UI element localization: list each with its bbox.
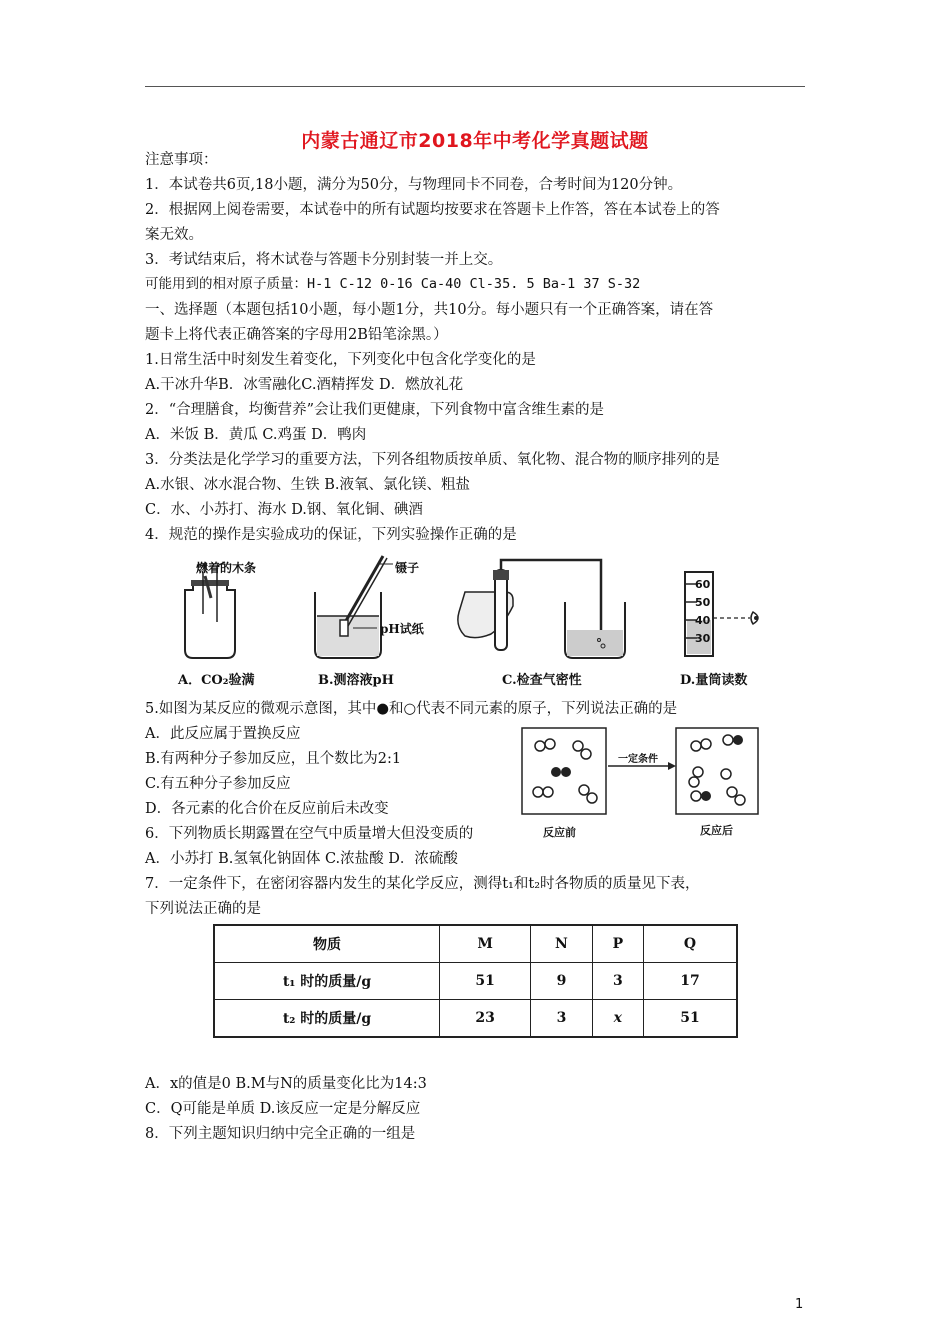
header-rule <box>145 86 805 87</box>
atomic-mass-line: 可能用到的相对原子质量：H-1 C-12 0-16 Ca-40 Cl-35. 5 Ba-1 37 S-32 <box>145 276 641 292</box>
q5-reaction-diagram <box>520 726 760 818</box>
q6-stem: 6．下列物质长期露置在空气中质量增大但没变质的 <box>145 826 474 842</box>
q5-stem: 5.如图为某反应的微观示意图，其中●和○代表不同元素的原子，下列说法正确的是 <box>145 701 678 717</box>
airtight-check-figure <box>458 560 625 658</box>
section1-heading-2: 题卡上将代表正确答案的字母用2B铅笔涂黑。） <box>145 327 448 343</box>
cylinder-reading-figure <box>685 572 758 656</box>
co2-bottle-figure <box>185 562 235 658</box>
table-cell: 3 <box>531 1000 592 1038</box>
page-title: 内蒙古通辽市2018年中考化学真题试题 <box>301 130 649 152</box>
page-number: 1 <box>795 1297 804 1312</box>
table-header-cell: M <box>440 925 531 963</box>
ph-beaker-figure <box>315 556 393 658</box>
label-ph-paper: pH试纸 <box>380 622 424 636</box>
table-cell: 17 <box>644 963 738 1000</box>
table-header-cell: 物质 <box>214 925 440 963</box>
caption-c: C.检查气密性 <box>502 673 582 688</box>
scale-50: 50 <box>695 596 711 609</box>
before-box <box>522 728 606 814</box>
table-cell: 3 <box>592 963 643 1000</box>
q5-option-d: D．各元素的化合价在反应前后未改变 <box>145 801 389 817</box>
label-burning-stick: 燃着的木条 <box>196 561 257 575</box>
q8-stem: 8．下列主题知识归纳中完全正确的一组是 <box>145 1126 416 1142</box>
label-before: 反应前 <box>543 826 576 839</box>
q7-mass-table <box>213 924 738 1038</box>
label-after: 反应后 <box>700 824 733 837</box>
q2-stem: 2．“合理膳食，均衡营养”会让我们更健康，下列食物中富含维生素的是 <box>145 402 605 418</box>
table-header-cell: Q <box>644 925 738 963</box>
table-header-row <box>214 925 737 963</box>
caption-d: D.量筒读数 <box>680 673 748 688</box>
label-tweezers: 镊子 <box>395 561 420 575</box>
q7-stem-2: 下列说法正确的是 <box>145 901 261 917</box>
table-cell: 23 <box>440 1000 531 1038</box>
caption-a: A．CO₂验满 <box>178 673 255 688</box>
notice-item-1: 1．本试卷共6页,18小题，满分为50分，与物理同卡不同卷，合考时间为120分钟。 <box>145 177 683 193</box>
q1-stem: 1.日常生活中时刻发生着变化，下列变化中包含化学变化的是 <box>145 352 536 368</box>
table-header-cell: N <box>531 925 592 963</box>
q5-option-c: C.有五种分子参加反应 <box>145 776 291 792</box>
q1-options: A.干冰升华B．冰雪融化C.酒精挥发 D．燃放礼花 <box>145 377 464 393</box>
scale-60: 60 <box>695 578 711 591</box>
q6-options: A．小苏打 B.氢氧化钠固体 C.浓盐酸 D．浓硫酸 <box>145 851 458 867</box>
table-cell: x <box>592 1000 643 1038</box>
q7-options-cd: C．Q可能是单质 D.该反应一定是分解反应 <box>145 1101 421 1117</box>
table-cell: 51 <box>440 963 531 1000</box>
q5-option-b: B.有两种分子参加反应，且个数比为2:1 <box>145 751 402 767</box>
notice-item-3: 3．考试结束后，将木试卷与答题卡分别封装一并上交。 <box>145 252 503 268</box>
notice-item-2-cont: 案无效。 <box>145 227 203 243</box>
scale-40: 40 <box>695 614 711 627</box>
table-row <box>214 963 737 1000</box>
table-cell: 9 <box>531 963 592 1000</box>
q7-stem-1: 7．一定条件下，在密闭容器内发生的某化学反应，测得t₁和t₂时各物质的质量见下表， <box>145 876 700 892</box>
q3-options-cd: C．水、小苏打、海水 D.钢、氧化铜、碘酒 <box>145 502 423 518</box>
notice-item-2: 2．根据网上阅卷需要，本试卷中的所有试题均按要求在答题卡上作答，答在本试卷上的答 <box>145 202 720 218</box>
table-cell: t₁ 时的质量/g <box>214 963 440 1000</box>
table-cell: t₂ 时的质量/g <box>214 1000 440 1038</box>
q3-stem: 3．分类法是化学学习的重要方法，下列各组物质按单质、氧化物、混合物的顺序排列的是 <box>145 452 720 468</box>
caption-b: B.测溶液pH <box>318 673 394 688</box>
notice-heading: 注意事项： <box>145 152 218 168</box>
q2-options: A．米饭 B．黄瓜 C.鸡蛋 D．鸭肉 <box>145 427 367 443</box>
q5-option-a: A．此反应属于置换反应 <box>145 726 301 742</box>
table-header-cell: P <box>592 925 643 963</box>
table-row <box>214 1000 737 1038</box>
arrow-label: 一定条件 <box>618 754 658 765</box>
table-cell: 51 <box>644 1000 738 1038</box>
after-box <box>676 728 758 814</box>
q4-stem: 4．规范的操作是实验成功的保证，下列实验操作正确的是 <box>145 527 517 543</box>
q7-options-ab: A．x的值是0 B.M与N的质量变化比为14:3 <box>145 1076 427 1092</box>
section1-heading-1: 一、选择题（本题包括10小题，每小题1分，共10分。每小题只有一个正确答案，请在答 <box>145 302 714 318</box>
q3-options-ab: A.水银、冰水混合物、生铁 B.液氧、氯化镁、粗盐 <box>145 477 470 493</box>
scale-30: 30 <box>695 632 711 645</box>
